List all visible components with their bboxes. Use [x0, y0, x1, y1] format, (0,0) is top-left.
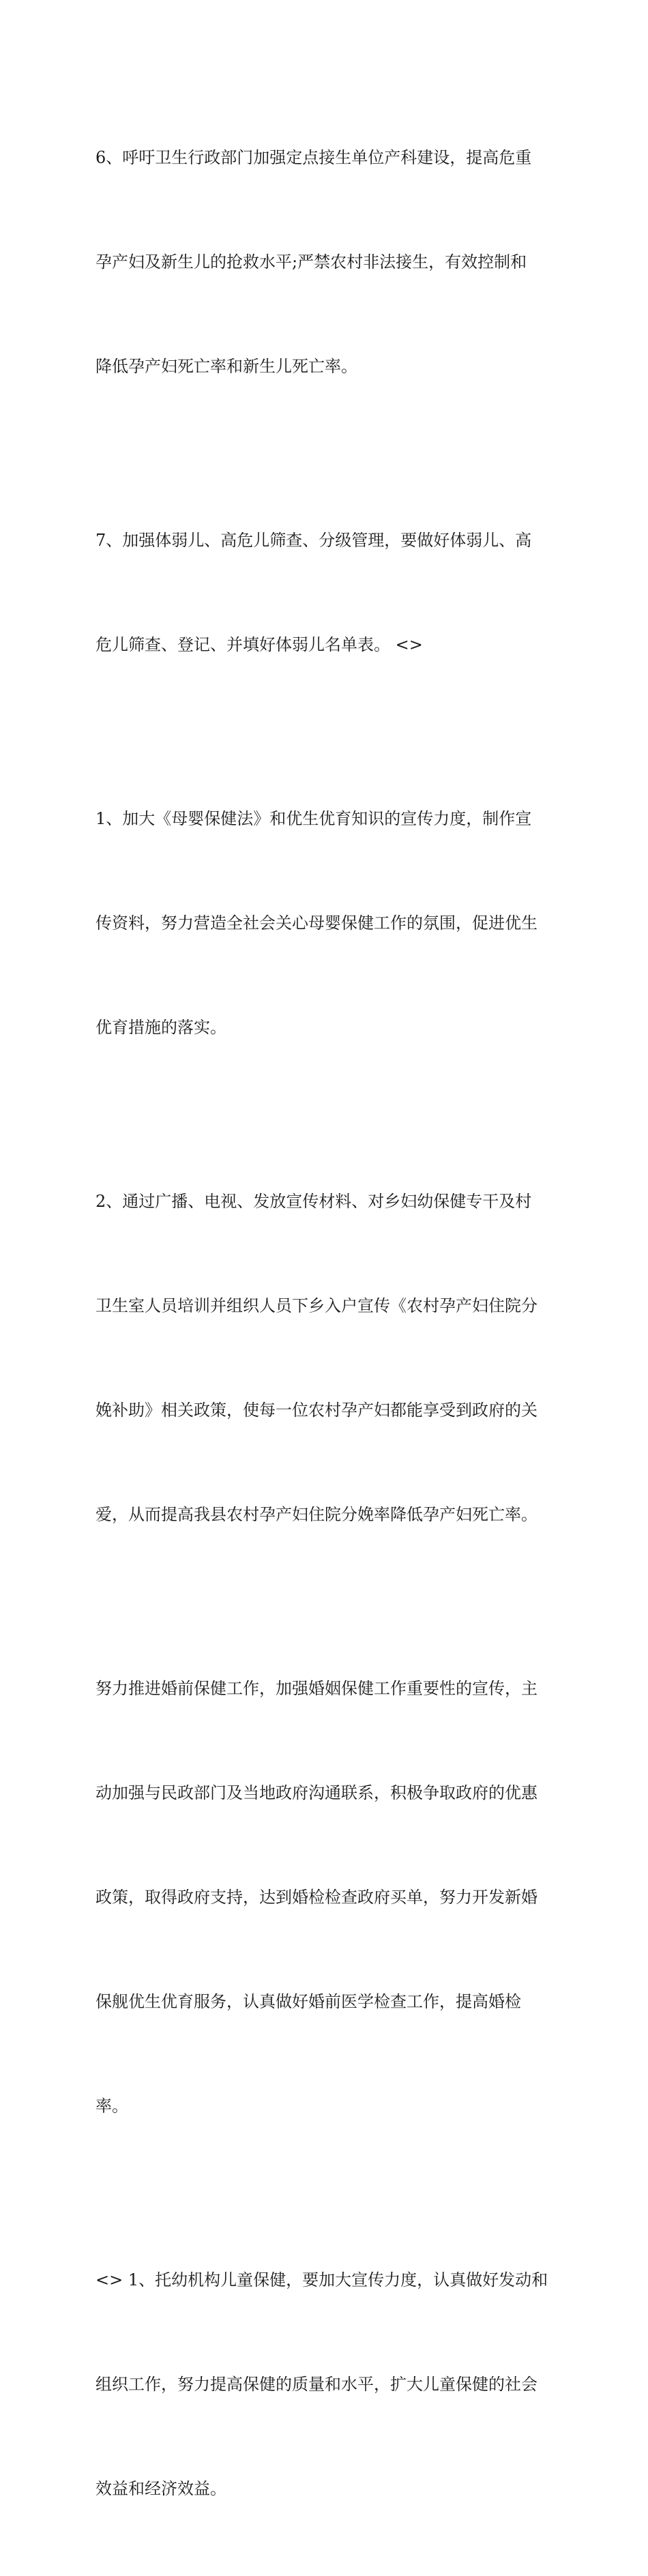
paragraph-item-7: [95, 454, 559, 732]
paragraph-item-2-broadcast: [95, 1115, 559, 1602]
text-line: 危儿筛查、登记、并填好体弱儿名单表。 <>: [95, 635, 423, 654]
paragraph-item-6: [95, 71, 559, 454]
text-line: 组织工作，努力提高保健的质量和水平，扩大儿童保健的社会: [95, 2375, 537, 2394]
text-line: 6、呼吁卫生行政部门加强定点接生单位产科建设，提高危重: [95, 148, 532, 167]
text-line: <> 1、托幼机构儿童保健，要加大宣传力度，认真做好发动和: [95, 2270, 548, 2289]
text-line: 政策，取得政府支持，达到婚检检查政府买单，努力开发新婚: [95, 1888, 537, 1907]
text-line: 动加强与民政部门及当地政府沟通联系，积极争取政府的优惠: [95, 1783, 537, 1802]
text-line: 1、加大《母婴保健法》和优生优育知识的宣传力度，制作宣: [95, 809, 532, 828]
paragraph-childcare-health: [95, 2193, 559, 2576]
paragraph-item-1-publicity: [95, 732, 559, 1115]
text-line: 率。: [95, 2096, 128, 2116]
text-line: 效益和经济效益。: [95, 2479, 226, 2498]
text-line: 保舰优生优育服务，认真做好婚前医学检查工作，提高婚检: [95, 1992, 521, 2011]
text-line: 孕产妇及新生儿的抢救水平;严禁农村非法接生，有效控制和: [95, 252, 527, 272]
text-line: 努力推进婚前保健工作，加强婚姻保健工作重要性的宣传，主: [95, 1679, 537, 1698]
text-line: 优育措施的落实。: [95, 1018, 226, 1037]
text-line: 卫生室人员培训并组织人员下乡入户宣传《农村孕产妇住院分: [95, 1296, 537, 1315]
paragraph-premarital-health: [95, 1602, 559, 2193]
text-line: 7、加强体弱儿、高危儿筛查、分级管理，要做好体弱儿、高: [95, 531, 532, 550]
text-line: 降低孕产妇死亡率和新生儿死亡率。: [95, 357, 357, 376]
text-line: 传资料，努力营造全社会关心母婴保健工作的氛围，促进优生: [95, 913, 537, 933]
document-body: [95, 71, 559, 2576]
text-line: 娩补助》相关政策，使每一位农村孕产妇都能享受到政府的关: [95, 1401, 537, 1420]
text-line: 爱，从而提高我县农村孕产妇住院分娩率降低孕产妇死亡率。: [95, 1505, 537, 1524]
text-line: 2、通过广播、电视、发放宣传材料、对乡妇幼保健专干及村: [95, 1192, 532, 1211]
